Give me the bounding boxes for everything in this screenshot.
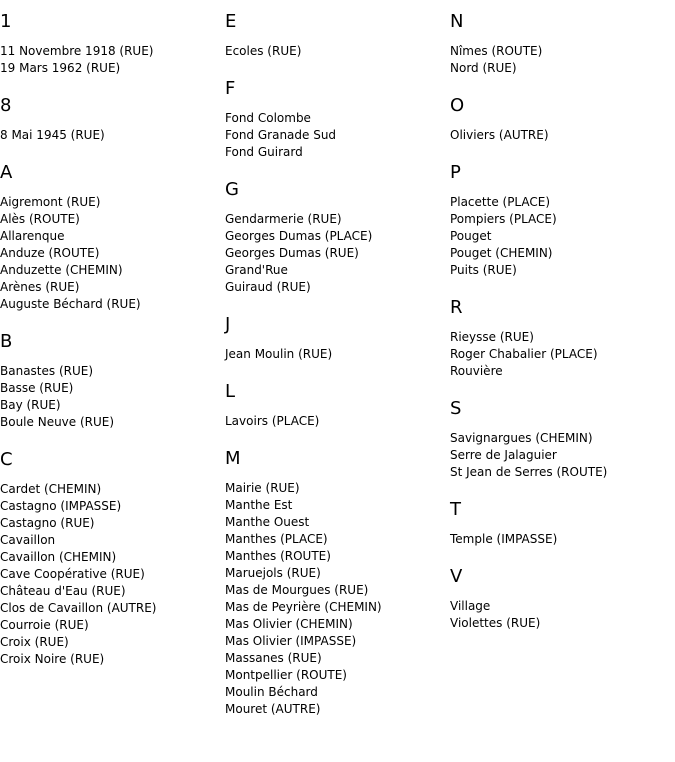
street-list [225,43,445,60]
street-name: Nord (RUE) [450,61,517,75]
street-list [450,329,670,380]
street-name: Castagno (RUE) [0,516,95,530]
street-name: Serre de Jalaguier [450,448,557,462]
section-letter-heading: G [225,179,239,200]
street-name: Banastes (RUE) [0,364,94,378]
letter-section [225,314,445,363]
street-name: Castagno (IMPASSE) [0,499,122,513]
street-name: Gendarmerie (RUE) [225,212,342,226]
street-name: Mas Olivier (CHEMIN) [225,617,353,631]
street-name: Rouvière [450,364,503,378]
street-name: Courroie (RUE) [0,618,89,632]
street-list [450,430,670,481]
street-name: Guiraud (RUE) [225,280,311,294]
letter-section [0,11,220,77]
section-letter-heading: T [450,499,461,520]
section-letter-heading: A [0,162,13,183]
letter-section [450,398,670,481]
street-name: Village [450,599,491,613]
street-name: Montpellier (ROUTE) [225,668,347,682]
letter-section [450,95,670,144]
section-letter-heading: J [225,314,231,335]
street-name: Croix (RUE) [0,635,69,649]
letter-section [450,499,670,548]
letter-section [225,448,445,718]
letter-section [0,331,220,431]
section-letter-heading: 8 [0,95,12,116]
street-name: Placette (PLACE) [450,195,551,209]
street-list [0,194,220,313]
street-name: Oliviers (AUTRE) [450,128,549,142]
letter-section [225,78,445,161]
section-letter-heading: F [225,78,236,99]
street-name: Croix Noire (RUE) [0,652,105,666]
street-name: Mas Olivier (IMPASSE) [225,634,357,648]
street-name: Lavoirs (PLACE) [225,414,320,428]
street-name: Manthe Ouest [225,515,310,529]
street-name: Allarenque [0,229,65,243]
letter-section [0,162,220,313]
street-name: Moulin Béchard [225,685,318,699]
letter-section [450,162,670,279]
section-letter-heading: B [0,331,13,352]
street-index-column-3 [450,0,670,632]
street-name: Basse (RUE) [0,381,74,395]
street-name: Pouget [450,229,492,243]
street-list [0,43,220,77]
letter-section [450,297,670,380]
street-name: Clos de Cavaillon (AUTRE) [0,601,157,615]
street-name: Manthe Est [225,498,293,512]
street-list [450,531,670,548]
street-name: Anduze (ROUTE) [0,246,100,260]
street-list [450,127,670,144]
letter-section [0,449,220,668]
street-name: Arènes (RUE) [0,280,80,294]
street-name: Anduzette (CHEMIN) [0,263,123,277]
street-name: Château d'Eau (RUE) [0,584,126,598]
letter-section [225,179,445,296]
street-name: Georges Dumas (RUE) [225,246,359,260]
street-name: Savignargues (CHEMIN) [450,431,593,445]
letter-section [0,95,220,144]
street-name: Violettes (RUE) [450,616,541,630]
street-list [0,481,220,668]
street-name: Fond Guirard [225,145,303,159]
street-name: Cavaillon (CHEMIN) [0,550,117,564]
section-letter-heading: P [450,162,461,183]
street-name: 8 Mai 1945 (RUE) [0,128,105,142]
street-name: Puits (RUE) [450,263,517,277]
street-name: 19 Mars 1962 (RUE) [0,61,121,75]
street-list [225,480,445,718]
section-letter-heading: 1 [0,11,12,32]
street-name: Mas de Mourgues (RUE) [225,583,369,597]
street-name: Aigremont (RUE) [0,195,101,209]
street-list [225,413,445,430]
street-name: Massanes (RUE) [225,651,322,665]
street-name: 11 Novembre 1918 (RUE) [0,44,154,58]
street-name: Auguste Béchard (RUE) [0,297,141,311]
street-index-column-2 [225,0,445,718]
street-name: Mairie (RUE) [225,481,300,495]
street-name: Fond Granade Sud [225,128,337,142]
street-name: Fond Colombe [225,111,311,125]
street-name: Jean Moulin (RUE) [225,347,333,361]
street-name: Temple (IMPASSE) [450,532,558,546]
street-list [450,194,670,279]
street-name: Mas de Peyrière (CHEMIN) [225,600,382,614]
section-letter-heading: V [450,566,463,587]
letter-section [225,11,445,60]
street-name: Cave Coopérative (RUE) [0,567,145,581]
street-name: Rieysse (RUE) [450,330,534,344]
street-name: Manthes (PLACE) [225,532,328,546]
section-letter-heading: C [0,449,13,470]
street-name: Grand'Rue [225,263,288,277]
street-name: Boule Neuve (RUE) [0,415,115,429]
street-name: St Jean de Serres (ROUTE) [450,465,608,479]
street-name: Pompiers (PLACE) [450,212,557,226]
street-list [450,43,670,77]
letter-section [450,566,670,632]
street-name: Alès (ROUTE) [0,212,80,226]
section-letter-heading: L [225,381,236,402]
street-name: Cavaillon [0,533,56,547]
street-name: Roger Chabalier (PLACE) [450,347,598,361]
section-letter-heading: N [450,11,464,32]
street-list [225,110,445,161]
street-name: Nîmes (ROUTE) [450,44,543,58]
section-letter-heading: R [450,297,463,318]
letter-section [450,11,670,77]
section-letter-heading: M [225,448,241,469]
section-letter-heading: S [450,398,462,419]
street-list [450,598,670,632]
street-name: Pouget (CHEMIN) [450,246,553,260]
section-letter-heading: E [225,11,237,32]
street-name: Mouret (AUTRE) [225,702,321,716]
street-name: Maruejols (RUE) [225,566,321,580]
street-list [225,211,445,296]
section-letter-heading: O [450,95,465,116]
letter-section [225,381,445,430]
street-index-column-1 [0,0,220,668]
street-list [0,127,220,144]
street-name: Bay (RUE) [0,398,61,412]
street-list [0,363,220,431]
street-name: Cardet (CHEMIN) [0,482,102,496]
street-name: Ecoles (RUE) [225,44,302,58]
street-name: Manthes (ROUTE) [225,549,331,563]
street-name: Georges Dumas (PLACE) [225,229,373,243]
street-list [225,346,445,363]
